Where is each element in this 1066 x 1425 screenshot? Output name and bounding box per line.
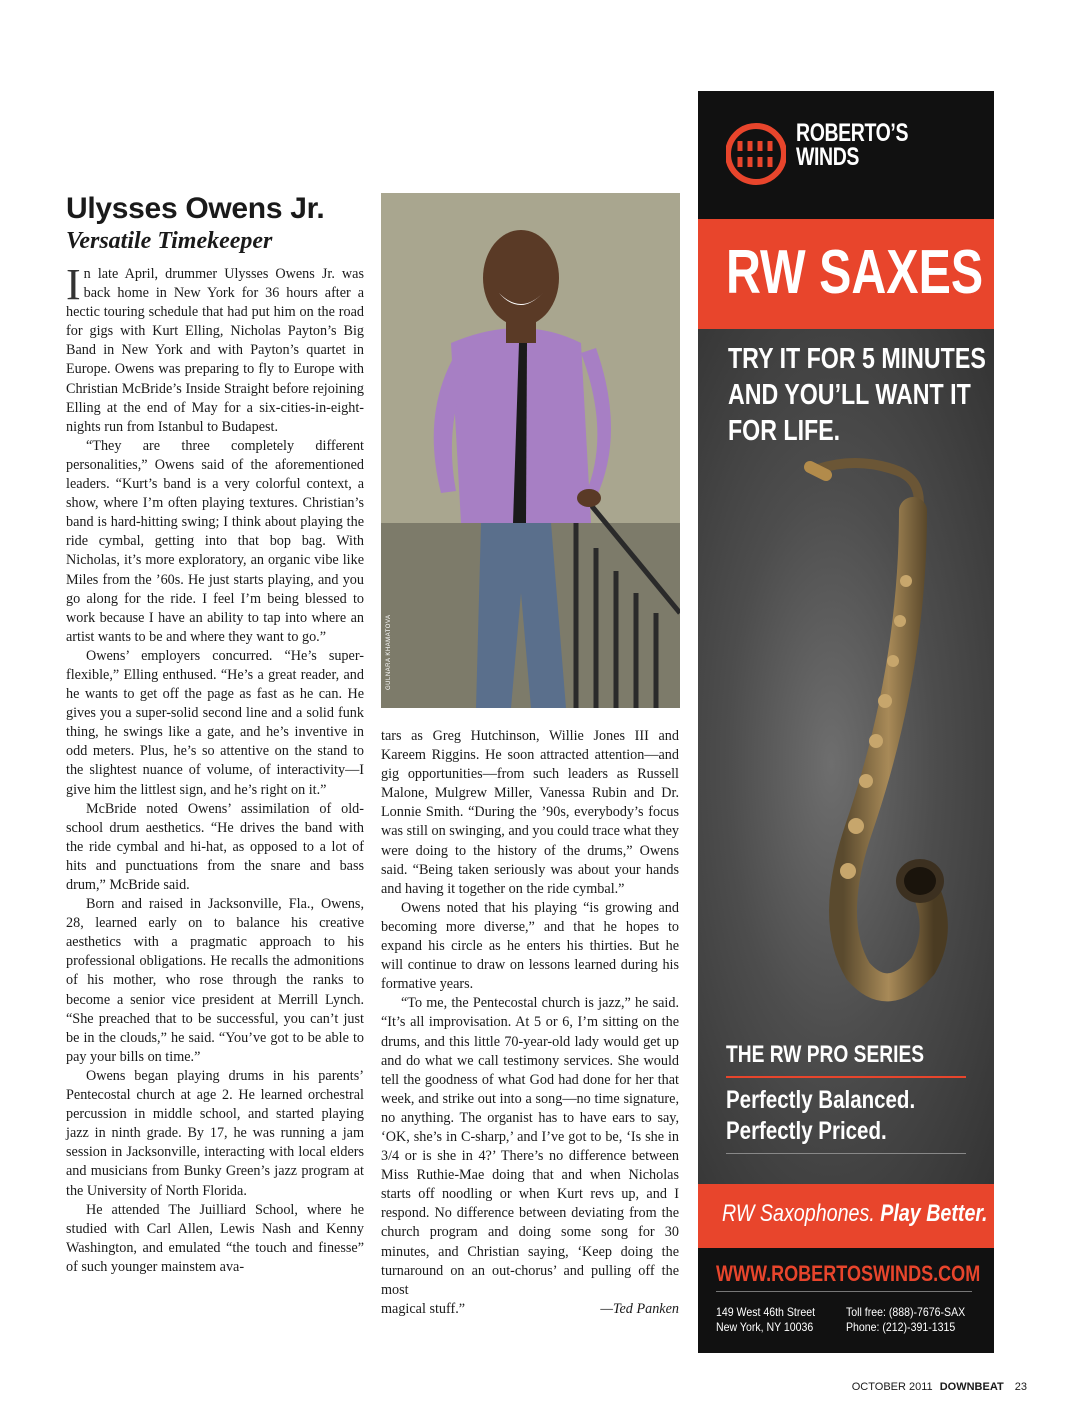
- portrait-illustration: [381, 193, 680, 708]
- ad-phones: Toll free: (888)-7676-SAX Phone: (212)-391-1315: [846, 1305, 966, 1334]
- ad-tagline: TRY IT FOR 5 MINUTES AND YOU’LL WANT IT FOR LIFE.: [728, 343, 986, 447]
- page-number: 23: [1014, 1381, 1027, 1393]
- article-paragraph: “They are three completely different personalities,” Owens said of the aforementioned leaders. “Kurt’s band is a very colorful context, a show, where I’m often playing textures. Christian’s band is hard-hitting swing; I think about playing the ride cymbal, getting into that bop bag. With Nicholas, it’s more exploratory, an organic vibe like Miles from the ’60s. He just starts playing, and you go along for the ride. I feel I’m being blessed to work because I have an ability to tap into where an artist wants to be and where they want to go.”: [66, 437, 364, 645]
- article-title: Ulysses Owens Jr.: [66, 192, 325, 225]
- saxophone-icon: [748, 451, 948, 1011]
- article-paragraph: McBride noted Owens’ assimilation of old-school drum aesthetics. “He drives the band with the ride cymbal and hi-hat, as opposed to a lot of hits and punctuations from the snare and bass drum,” McBride said.: [66, 800, 364, 893]
- article-paragraph: Owens began playing drums in his parents’ Pentecostal church at age 2. He learned orchestral percussion in middle school, and started playing jazz in ninth grade. By 17, he was running a jam session in Jacksonville, interacting with local elders and musicians from Bunky Green’s jazz program at the University of North Florida.: [66, 1067, 364, 1199]
- article-paragraph: In late April, drummer Ulysses Owens Jr. was back home in New York for 36 hours after a hectic touring schedule that had put him on the road for gigs with Kurt Elling, Nicholas Payton’s Big Band in New York and with Payton’s quartet in Europe. Owens was preparing to fly to Europe with Christian McBride’s Inside Straight before rejoining Elling at the end of May for a six-cities-in-eight-nights run from Istanbul to Budapest.: [66, 260, 364, 435]
- article-column-2: [381, 727, 679, 1319]
- article-paragraph: Owens noted that his playing “is growing and becoming more diverse,” and that he hopes to expand his circle as he enters his thirties. But he will continue to draw on lessons learned during his formative years.: [381, 899, 679, 993]
- issue-date: OCTOBER 2011: [851, 1381, 933, 1393]
- article-paragraph-end: magical stuff.” —Ted Panken: [381, 1300, 679, 1319]
- article-paragraph: He attended The Juilliard School, where he studied with Carl Allen, Lewis Nash and Kenny Washington, and emulated “the touch and finesse” of such younger mainstem ava-: [66, 1201, 364, 1275]
- divider: [726, 1153, 966, 1154]
- brand-name: ROBERTO’S WINDS: [796, 119, 909, 171]
- advertisement: [698, 91, 994, 1353]
- article-subtitle: Versatile Timekeeper: [66, 228, 273, 254]
- magazine-name: DOWNBEAT: [939, 1381, 1004, 1393]
- ad-website: WWW.ROBERTOSWINDS.COM: [716, 1261, 981, 1286]
- article-photo: [381, 193, 680, 708]
- ad-headline: RW SAXES: [726, 238, 984, 307]
- photo-credit: GULNARA KHAMATOVA: [386, 614, 392, 690]
- article-column-1: [66, 260, 364, 1277]
- article-paragraph: tars as Greg Hutchinson, Willie Jones III and Kareem Riggins. He soon attracted attention—and gig opportunities—from such leaders as Russell Malone, Mulgrew Miller, Vanessa Rubin and Dr. Lonnie Smith. “During the ’90s, everybody’s focus was still on swinging, and you could trace what they were doing to the history of the drums,” Owens said. “Being taken seriously was about your hands and having it together on the ride cymbal.”: [381, 728, 679, 897]
- article-paragraph: “To me, the Pentecostal church is jazz,” he said. “It’s all improvisation. At 5 or 6, I’m sitting on the drums, and this little 70-year-old lady would get up and do what we call testimony services. She would tell the goodness of what God had done for her that week, and strike out into a song—no time signature, no anything. The organist has to have ears to say, ‘OK, she’s in C-sharp,’ and I’ve got to be, ‘Is she in 3/4 or is she in 4?’ There’s no difference between Miss Ruthie-Mae doing that and when Nicholas starts off noodling or when Kurt revs up, and I respond. No difference between deviating from the church program and doing some song for 30 minutes, and Christian saying, ‘Keep doing the turnaround on an out-chorus’ and pulling off the most: [381, 995, 679, 1298]
- byline: —Ted Panken: [600, 1300, 679, 1317]
- divider: [726, 1076, 966, 1078]
- page-footer: [852, 1381, 1027, 1393]
- divider: [716, 1291, 972, 1292]
- ad-series-title: THE RW PRO SERIES: [726, 1041, 925, 1068]
- rw-logo-icon: [726, 121, 786, 187]
- ad-address: 149 West 46th Street New York, NY 10036: [716, 1305, 816, 1334]
- article-paragraph: Born and raised in Jacksonville, Fla., Owens, 28, learned early on to balance his creative aesthetics with a pragmatic approach to his professional obligations. He recalls the admonitions of his mother, who rose through the ranks to become a senior vice president at Merrill Lynch. “She preached that to be successful, you can’t just be in the clouds,” he said. “You’ve got to be able to pay your bills on time.”: [66, 896, 364, 1065]
- ad-slogan: RW Saxophones. Play Better.: [722, 1200, 988, 1227]
- article-paragraph: Owens’ employers concurred. “He’s super-flexible,” Elling enthused. “He’s a great reader, and he wants to get off the page as fast as he can. He gives you a super-solid second line and a solid funk thing, he swings like a gate, and he’s inventive in odd meters. Plus, he’s so attentive on the stand to the slightest nuance of volume, of interactivity—I give him the littlest sign, and he’s right on it.”: [66, 647, 364, 798]
- drop-cap: I: [66, 260, 81, 309]
- ad-value-statement: Perfectly Balanced. Perfectly Priced.: [726, 1086, 916, 1145]
